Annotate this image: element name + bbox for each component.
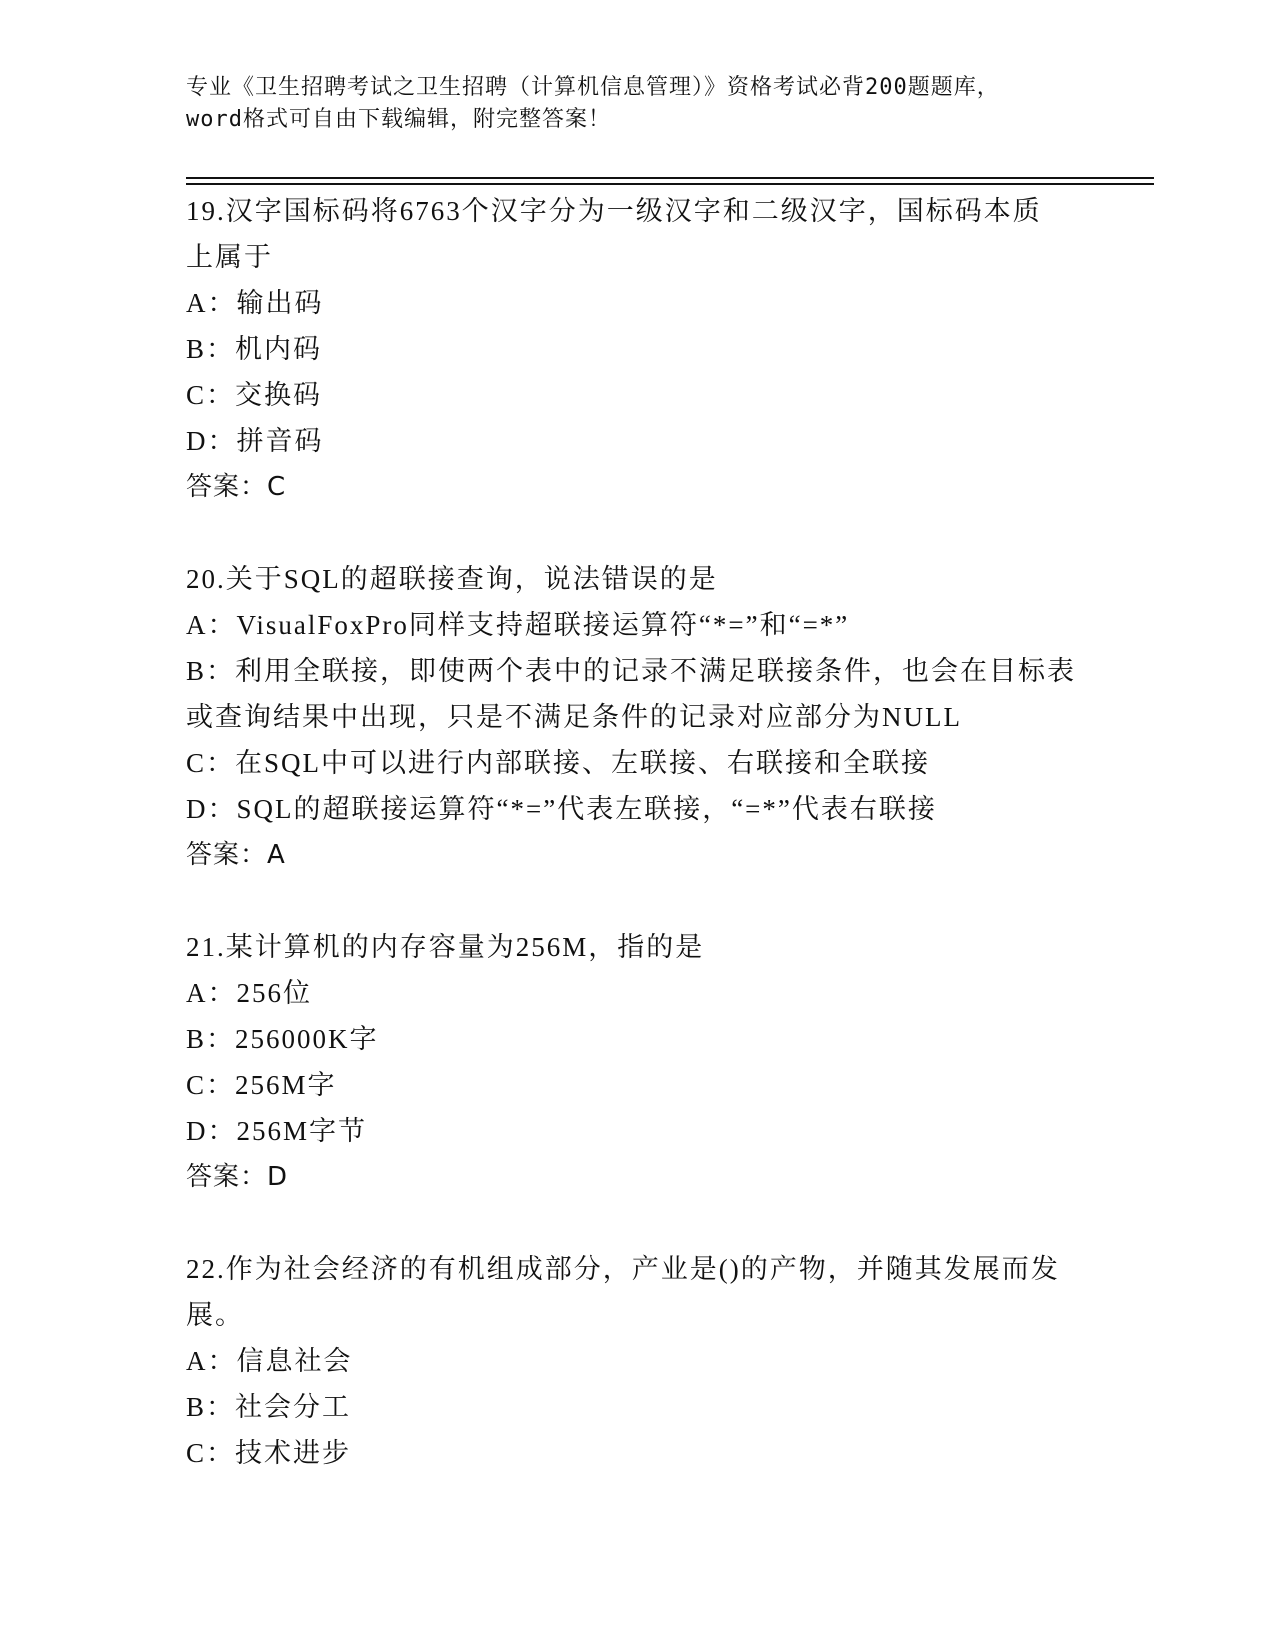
option-c: C：技术进步 <box>186 1438 352 1468</box>
option-b: B：利用全联接，即使两个表中的记录不满足联接条件，也会在目标表 <box>186 656 1077 686</box>
document-header <box>186 72 1086 136</box>
question-20 <box>186 556 1086 878</box>
header-line-1: 专业《卫生招聘考试之卫生招聘（计算机信息管理）》资格考试必背200题题库， <box>186 75 1000 100</box>
option-b: B：社会分工 <box>186 1392 352 1422</box>
question-stem: 19.汉字国标码将6763个汉字分为一级汉字和二级汉字，国标码本质 <box>186 196 1042 226</box>
question-spacer <box>186 878 1086 924</box>
question-spacer <box>186 1200 1086 1246</box>
question-22 <box>186 1246 1086 1476</box>
option-b: B：256000K字 <box>186 1024 379 1054</box>
question-stem: 21.某计算机的内存容量为256M，指的是 <box>186 932 705 962</box>
question-stem: 22.作为社会经济的有机组成部分，产业是()的产物，并随其发展而发 <box>186 1254 1060 1284</box>
option-c: C：交换码 <box>186 380 323 410</box>
option-c: C：256M字 <box>186 1070 337 1100</box>
option-a: A：256位 <box>186 978 312 1008</box>
answer-label: 答案：C <box>186 472 287 502</box>
header-divider-top <box>186 177 1154 179</box>
question-stem: 20.关于SQL的超联接查询，说法错误的是 <box>186 564 718 594</box>
option-d: D：256M字节 <box>186 1116 368 1146</box>
answer-label: 答案：A <box>186 840 286 870</box>
option-a: A：输出码 <box>186 288 324 318</box>
option-b: B：机内码 <box>186 334 323 364</box>
option-b-continued: 或查询结果中出现，只是不满足条件的记录对应部分为NULL <box>186 702 962 732</box>
option-d: D：SQL的超联接运算符“*=”代表左联接，“=*”代表右联接 <box>186 794 937 824</box>
header-divider-bottom <box>186 183 1154 185</box>
question-list <box>186 188 1086 1476</box>
option-c: C：在SQL中可以进行内部联接、左联接、右联接和全联接 <box>186 748 931 778</box>
question-21 <box>186 924 1086 1200</box>
question-spacer <box>186 510 1086 556</box>
option-d: D：拼音码 <box>186 426 324 456</box>
option-a: A：VisualFoxPro同样支持超联接运算符“*=”和“=*” <box>186 610 850 640</box>
question-19 <box>186 188 1086 510</box>
header-line-2: word格式可自由下载编辑，附完整答案！ <box>186 107 611 132</box>
answer-label: 答案：D <box>186 1162 289 1192</box>
question-stem: 上属于 <box>186 242 273 272</box>
option-a: A：信息社会 <box>186 1346 353 1376</box>
question-stem: 展。 <box>186 1300 244 1330</box>
